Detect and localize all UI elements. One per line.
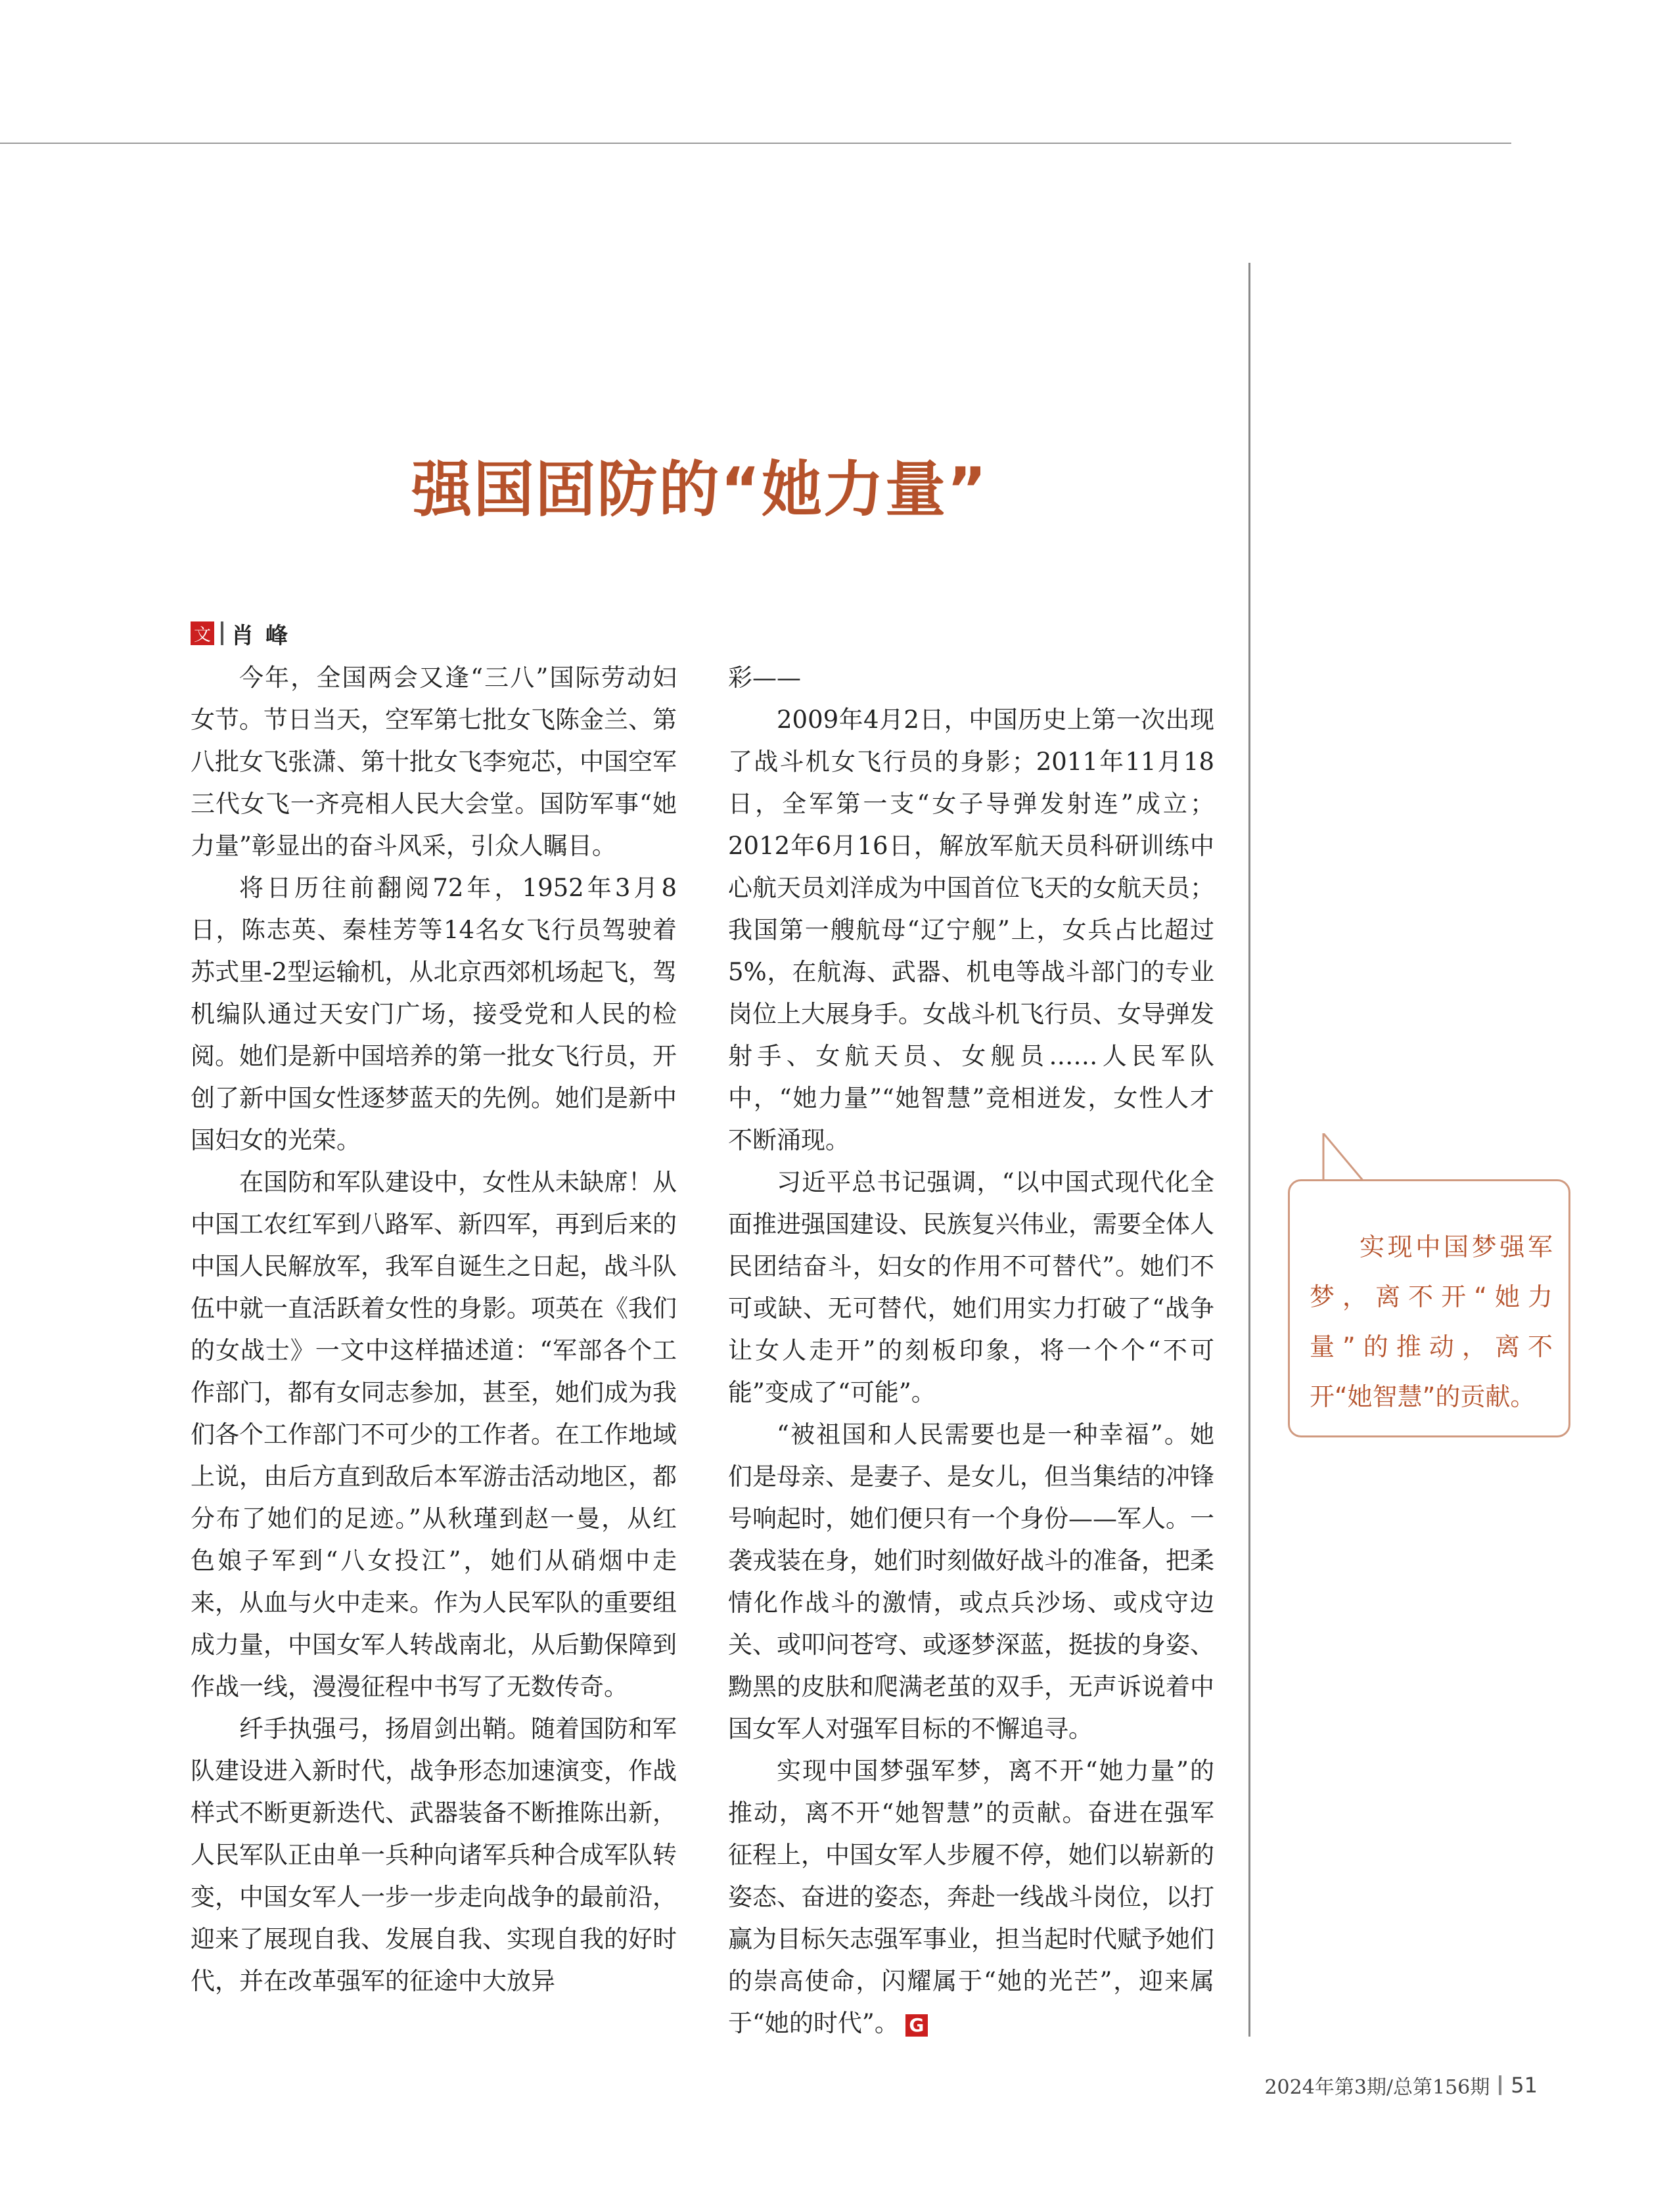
wen-icon: 文 (191, 621, 214, 645)
author-name: 肖峰 (231, 622, 300, 649)
column-divider (1248, 263, 1250, 2037)
paragraph: 2009年4月2日，中国历史上第一次出现了战斗机女飞行员的身影；2011年11月18日，全军第一支“女子导弹发射连”成立；2012年6月16日，解放军航天员科研训练中心航天员刘洋成为中国首位飞天的女航天员；我国第一艘航母“辽宁舰”上，女兵占比超过5%，在航海、武器、机电等战斗部门的专业岗位上大展身手。女战斗机飞行员、女导弹发射手、女航天员、女舰员……人民军队中，“她力量”“她智慧”竞相迸发，女性人才不断涌现。 (728, 706, 1214, 1154)
pull-quote (1288, 1179, 1570, 1437)
paragraph: 习近平总书记强调，“以中国式现代化全面推进强国建设、民族复兴伟业，需要全体人民团结奋斗，妇女的作用不可替代”。她们不可或缺、无可替代，她们用实力打破了“战争让女人走开”的刻板印象，将一个个“不可能”变成了“可能”。 (728, 1168, 1214, 1407)
page-number: 51 (1511, 2073, 1538, 2098)
byline-divider (221, 621, 223, 645)
byline (191, 619, 300, 648)
paragraph-final (728, 1750, 1214, 2044)
right-column (728, 657, 1214, 2044)
paragraph-continuation: 彩—— (728, 664, 801, 692)
page-footer (1264, 2071, 1538, 2100)
callout-tail-icon (1321, 1133, 1367, 1183)
paragraph-text: 实现中国梦强军梦，离不开“她力量”的推动，离不开“她智慧”的贡献。奋进在强军征程上，中国女军人步履不停，她们以崭新的姿态、奋进的姿态，奔赴一线战斗岗位，以打赢为目标矢志强军事业，担当起时代赋予她们的崇高使命，闪耀属于“她的光芒”，迎来属于“她的时代”。 (728, 1757, 1214, 2037)
paragraph: 今年，全国两会又逢“三八”国际劳动妇女节。节日当天，空军第七批女飞陈金兰、第八批女飞张潇、第十批女飞李宛芯，中国空军三代女飞一齐亮相人民大会堂。国防军事“她力量”彰显出的奋斗风采，引众人瞩目。 (191, 664, 677, 860)
pull-quote-text: 实现中国梦强军梦，离不开“她力量”的推动，离不开“她智慧”的贡献。 (1310, 1232, 1553, 1411)
end-mark-g-icon: G (905, 2014, 928, 2037)
article-title: 强国固防的“她力量” (411, 454, 988, 525)
footer-divider (1499, 2075, 1501, 2095)
paragraph: “被祖国和人民需要也是一种幸福”。她们是母亲、是妻子、是女儿，但当集结的冲锋号响起时，她们便只有一个身份——军人。一袭戎装在身，她们时刻做好战斗的准备，把柔情化作战斗的激情，或点兵沙场、或戍守边关、或叩问苍穹、或逐梦深蓝，挺拔的身姿、黝黑的皮肤和爬满老茧的双手，无声诉说着中国女军人对强军目标的不懈追寻。 (728, 1420, 1214, 1743)
paragraph: 将日历往前翻阅72年，1952年3月8日，陈志英、秦桂芳等14名女飞行员驾驶着苏式里-2型运输机，从北京西郊机场起飞，驾机编队通过天安门广场，接受党和人民的检阅。她们是新中国培养的第一批女飞行员，开创了新中国女性逐梦蓝天的先例。她们是新中国妇女的光荣。 (191, 874, 677, 1154)
paragraph: 纤手执强弓，扬眉剑出鞘。随着国防和军队建设进入新时代，战争形态加速演变，作战样式不断更新迭代、武器装备不断推陈出新，人民军队正由单一兵种向诸军兵种合成军队转变，中国女军人一步一步走向战争的最前沿，迎来了展现自我、发展自我、实现自我的好时代，并在改革强军的征途中大放异 (191, 1715, 677, 1995)
paragraph: 在国防和军队建设中，女性从未缺席！从中国工农红军到八路军、新四军，再到后来的中国人民解放军，我军自诞生之日起，战斗队伍中就一直活跃着女性的身影。项英在《我们的女战士》一文中这样描述道：“军部各个工作部门，都有女同志参加，甚至，她们成为我们各个工作部门不可少的工作者。在工作地域上说，由后方直到敌后本军游击活动地区，都分布了她们的足迹。”从秋瑾到赵一曼，从红色娘子军到“八女投江”，她们从硝烟中走来，从血与火中走来。作为人民军队的重要组成力量，中国女军人转战南北，从后勤保障到作战一线，漫漫征程中书写了无数传奇。 (191, 1168, 677, 1701)
issue-info: 2024年第3期/总第156期 (1264, 2076, 1490, 2099)
left-column (191, 657, 677, 2002)
header-rule (0, 143, 1511, 144)
